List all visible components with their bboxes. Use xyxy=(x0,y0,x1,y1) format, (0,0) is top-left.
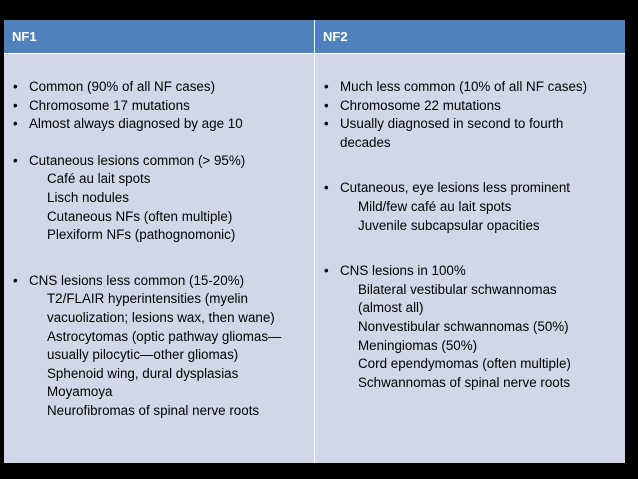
spacer xyxy=(12,245,310,272)
nf1-cns-list xyxy=(12,272,310,291)
list-item-line: Usually diagnosed in second to fourth xyxy=(340,116,564,132)
list-item: • Much less common (10% of all NF cases) xyxy=(323,78,621,97)
sub-item: Mild/few café au lait spots xyxy=(358,198,512,214)
sub-item: Juvenile subcapsular opacities xyxy=(358,217,540,233)
header-nf2-label: NF2 xyxy=(323,29,348,44)
sub-item: Plexiform NFs (pathognomonic) xyxy=(47,227,236,243)
list-item: • Chromosome 22 mutations xyxy=(323,97,621,116)
sub-item: Café au lait spots xyxy=(47,171,151,187)
list-item: • Cutaneous lesions common (> 95%) xyxy=(12,152,310,171)
sub-item: vacuolization; lesions wax, then wane) xyxy=(47,309,275,325)
nf2-cell xyxy=(314,53,625,463)
sub-item: Neurofibromas of spinal nerve roots xyxy=(47,402,260,418)
header-nf1 xyxy=(4,20,314,53)
spacer xyxy=(323,235,621,262)
sub-item: Astrocytomas (optic pathway gliomas— xyxy=(47,328,282,344)
sub-item: Meningiomas (50%) xyxy=(358,337,478,353)
header-nf1-label: NF1 xyxy=(12,29,37,44)
nf2-general-list xyxy=(323,78,621,152)
comparison-table xyxy=(4,20,625,463)
nf1-cutaneous-list xyxy=(12,152,310,171)
sub-item: Nonvestibular schwannomas (50%) xyxy=(358,318,569,334)
list-item: • CNS lesions in 100% xyxy=(323,262,621,281)
sub-item: Lisch nodules xyxy=(47,189,129,205)
list-item xyxy=(323,115,621,152)
sub-item: Moyamoya xyxy=(47,384,113,400)
list-item: • Common (90% of all NF cases) xyxy=(12,78,310,97)
sub-item: Cord ependymomas (often multiple) xyxy=(358,356,571,372)
nf2-cns-list xyxy=(323,262,621,281)
sub-item: Cutaneous NFs (often multiple) xyxy=(47,208,233,224)
sub-item: Schwannomas of spinal nerve roots xyxy=(358,374,571,390)
sub-item: (almost all) xyxy=(358,300,424,316)
nf1-general-list xyxy=(12,78,310,134)
spacer xyxy=(323,152,621,179)
nf2-cutaneous-list xyxy=(323,179,621,198)
nf1-cell xyxy=(4,53,314,463)
spacer xyxy=(12,134,310,152)
sub-item: Sphenoid wing, dural dysplasias xyxy=(47,365,239,381)
sub-item: usually pilocytic—other gliomas) xyxy=(47,347,239,363)
header-nf2 xyxy=(314,20,625,53)
sub-item: Bilateral vestibular schwannomas xyxy=(358,281,557,297)
list-item: • Chromosome 17 mutations xyxy=(12,97,310,116)
list-item: • CNS lesions less common (15-20%) xyxy=(12,272,310,291)
list-item: • Almost always diagnosed by age 10 xyxy=(12,115,310,134)
list-item-line: decades xyxy=(340,134,391,150)
sub-item: T2/FLAIR hyperintensities (myelin xyxy=(47,291,248,307)
list-item: • Cutaneous, eye lesions less prominent xyxy=(323,179,621,198)
